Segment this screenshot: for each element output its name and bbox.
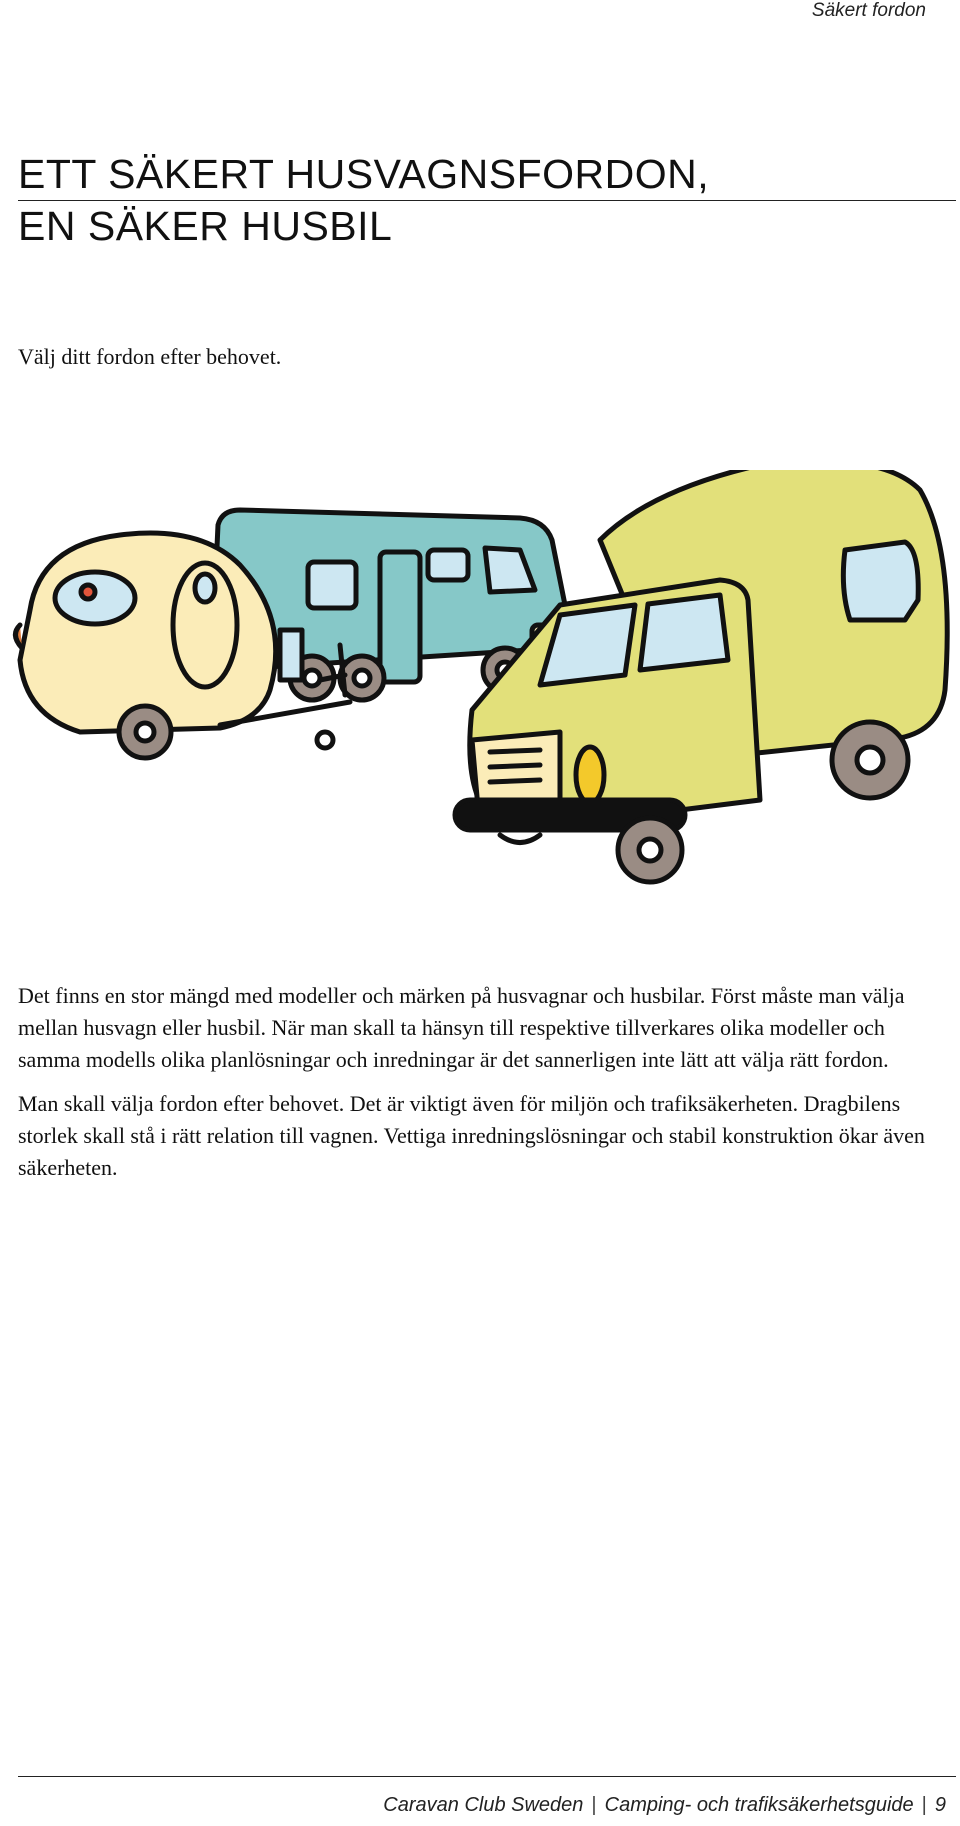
footer-separator: | — [591, 1794, 597, 1816]
lead-text: Välj ditt fordon efter behovet. — [18, 344, 282, 369]
footer-separator: | — [921, 1794, 927, 1816]
page-number: 9 — [934, 1794, 946, 1816]
footer-guide: Camping- och trafiksäkerhetsguide — [604, 1794, 914, 1816]
paragraph-2: Man skall välja fordon efter behovet. Det är viktigt även för miljön och trafiksäkerheten. Dragbilens storlek skall stå i rätt relation till vagnen. Vettiga inredningslösningar och stabil konstruktion ökar även säkerheten. — [18, 1091, 925, 1180]
footer-divider — [18, 1776, 956, 1777]
title-line-1: ETT SÄKERT HUSVAGNSFORDON, — [18, 151, 710, 197]
paragraph-1: Det finns en stor mängd med modeller och märken på husvagnar och husbilar. Först måste man välja mellan husvagn eller husbil. När man skall ta hänsyn till respektive tillverkares olika modeller och samma modells olika planlösningar och inredningar är det sannerligen inte lätt att välja rätt fordon. — [18, 983, 905, 1072]
footer-org: Caravan Club Sweden — [383, 1794, 584, 1816]
title-line-2: EN SÄKER HUSBIL — [18, 203, 393, 249]
body-text — [18, 980, 943, 1196]
title-divider — [18, 200, 956, 201]
running-header: Säkert fordon — [811, 0, 926, 21]
page-footer — [383, 1794, 946, 1817]
vehicles-illustration — [0, 470, 960, 930]
